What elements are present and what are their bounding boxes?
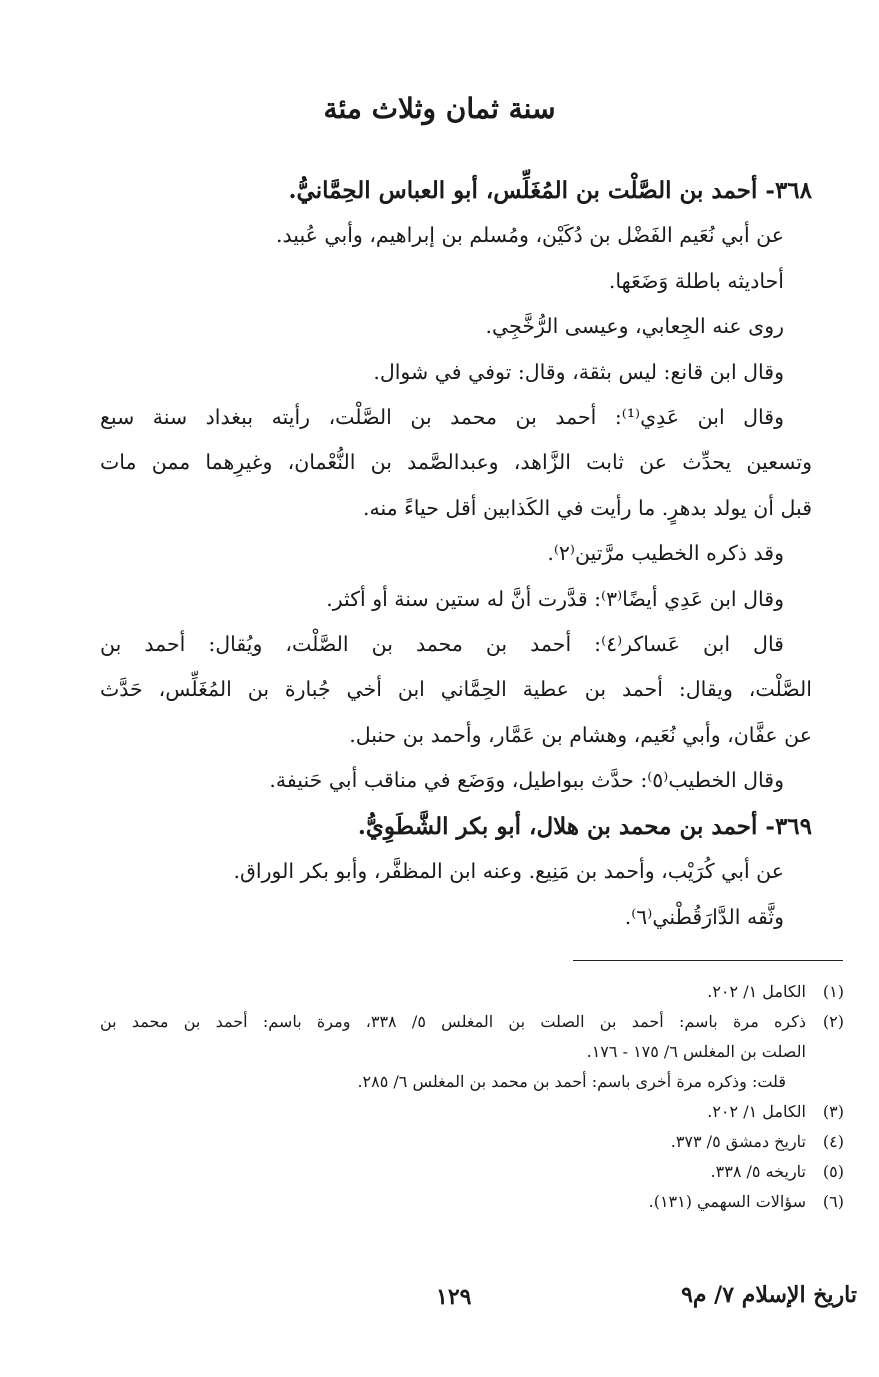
footnote-number: (٤)	[822, 1132, 844, 1151]
footnote-2	[100, 1007, 844, 1037]
entry-368-heading: ٣٦٨- أحمد بن الصَّلْت بن المُغَلِّس، أبو العباس الحِمَّانيُّ.	[288, 177, 812, 204]
text-line: وقال ابن عَدِي⁽¹⁾: أحمد بن محمد بن الصَّلْت، رأيته ببغداد سنة سبع	[100, 405, 784, 430]
footnote-text: تاريخ دمشق ٥/ ٣٧٣.	[670, 1132, 806, 1151]
footnote-divider	[573, 960, 843, 961]
footnote-editor-note: قلت: وذكره مرة أخرى باسم: أحمد بن محمد بن المغلس ٦/ ٢٨٥.	[357, 1072, 786, 1091]
footnote-text: ذكره مرة باسم: أحمد بن الصلت بن المغلس ٥/ ٣٣٨، ومرة باسم: أحمد بن محمد بن	[100, 1012, 806, 1031]
footnote-number: (٣)	[822, 1102, 844, 1121]
page-footer	[0, 1282, 879, 1322]
footnote-4	[100, 1127, 844, 1157]
footnotes	[100, 977, 844, 1217]
text-line: قبل أن يولد بدهرٍ. ما رأيت في الكَذابين أقل حياءً منه.	[362, 495, 812, 520]
footnote-text: تاريخه ٥/ ٣٣٨.	[710, 1162, 806, 1181]
footnote-text: سؤالات السهمي (١٣١).	[648, 1192, 806, 1211]
footnote-number: (٢)	[822, 1012, 844, 1031]
text-line: وثَّقه الدَّارَقُطْني⁽٦⁾.	[624, 904, 784, 929]
text-line: وقال الخطيب⁽٥⁾: حدَّث ببواطيل، ووَضَع في مناقب أبي حَنيفة.	[269, 768, 784, 793]
text-line: الصَّلْت، ويقال: أحمد بن عطية الحِمَّاني ابن أخي جُبارة بن المُغَلِّس، حَدَّث	[100, 677, 812, 702]
text-line: عن عفَّان، وأبي نُعَيم، وهشام بن عَمَّار، وأحمد بن حنبل.	[349, 722, 812, 747]
text-line: وتسعين يحدِّث عن ثابت الزَّاهد، وعبدالصَّمد بن النُّعْمان، وغيرِهما ممن مات	[100, 450, 812, 475]
text-line: روى عنه الجِعابي، وعيسى الرُّخَّجِي.	[485, 314, 784, 339]
page-number: ١٢٩	[436, 1284, 472, 1310]
footnote-6	[100, 1187, 844, 1217]
text-line: قال ابن عَساكر⁽٤⁾: أحمد بن محمد بن الصَّلْت، ويُقال: أحمد بن	[100, 632, 784, 657]
text-line: وقال ابن عَدِي أيضًا⁽٣⁾: قدَّرت أنَّ له ستين سنة أو أكثر.	[326, 586, 784, 611]
footnote-1	[100, 977, 844, 1007]
book-reference: تاريخ الإسلام ٧/ م٩	[681, 1282, 857, 1308]
footnote-number: (١)	[822, 982, 844, 1001]
footnote-text: الكامل ١/ ٢٠٢.	[707, 982, 806, 1001]
text-line: أحاديثه باطلة وَضَعَها.	[608, 268, 784, 293]
footnote-continuation: الصلت بن المغلس ٦/ ١٧٥ - ١٧٦.	[586, 1042, 806, 1061]
text-line: عن أبي نُعَيم الفَضْل بن دُكَيْن، ومُسلم بن إبراهيم، وأبي عُبيد.	[276, 223, 784, 248]
footnote-3	[100, 1097, 844, 1127]
footnote-5	[100, 1157, 844, 1187]
footnote-number: (٦)	[822, 1192, 844, 1211]
text-line: وقال ابن قانع: ليس بثقة، وقال: توفي في شوال.	[373, 359, 784, 384]
page-title: سنة ثمان وثلاث مئة	[323, 92, 556, 125]
footnote-text: الكامل ١/ ٢٠٢.	[707, 1102, 806, 1121]
footnote-number: (٥)	[822, 1162, 844, 1181]
entry-369-heading: ٣٦٩- أحمد بن محمد بن هلال، أبو بكر الشَّطَوِيُّ.	[357, 812, 812, 840]
text-line: عن أبي كُرَيْب، وأحمد بن مَنِيع. وعنه ابن المظفَّر، وأبو بكر الوراق.	[233, 859, 784, 884]
main-text	[100, 168, 812, 940]
text-line: وقد ذكره الخطيب مرَّتين⁽٢⁾.	[547, 541, 784, 566]
